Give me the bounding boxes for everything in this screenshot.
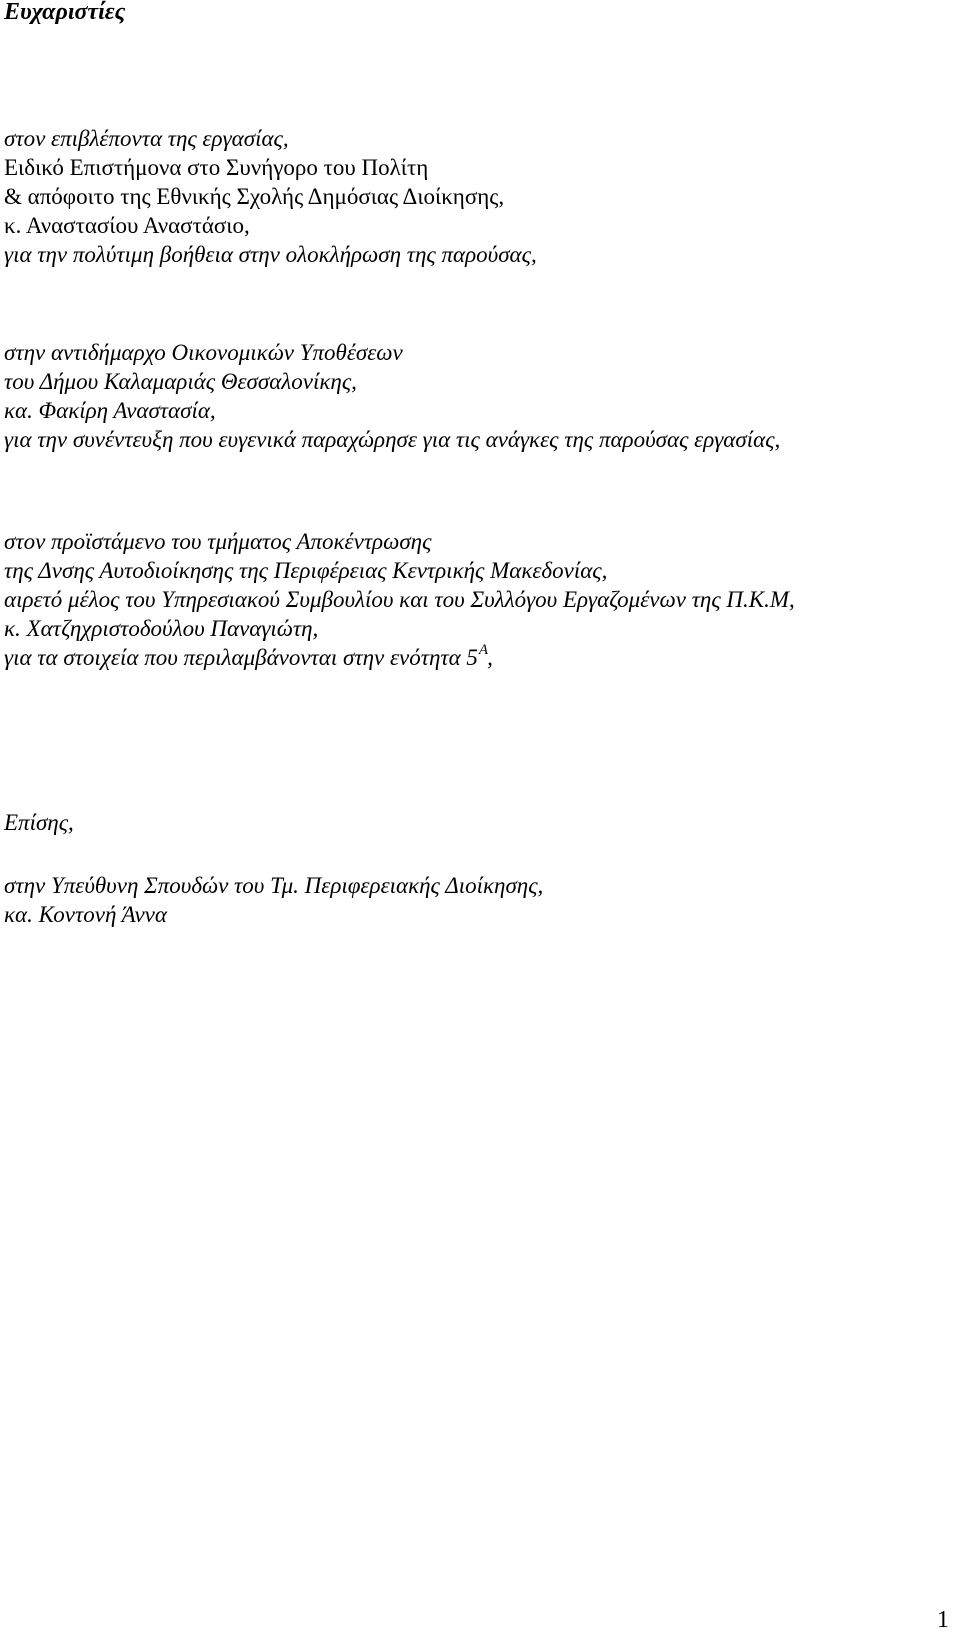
- text-line: κ. Αναστασίου Αναστάσιο,: [4, 213, 250, 238]
- acknowledgement-deputy-mayor: [4, 338, 780, 454]
- acknowledgement-studies-coordinator: [4, 871, 543, 929]
- text-line: στην Υπεύθυνη Σπουδών του Τμ. Περιφερειακής Διοίκησης,: [4, 873, 544, 898]
- text-line: & απόφοιτο της Εθνικής Σχολής Δημόσιας Διοίκησης,: [4, 184, 505, 209]
- text-line: κα. Φακίρη Αναστασία,: [4, 398, 216, 423]
- acknowledgement-supervisor: [4, 124, 537, 269]
- page-title: Ευχαριστίες: [4, 0, 126, 25]
- line-suffix: ,: [487, 645, 493, 670]
- text-line: του Δήμου Καλαμαριάς Θεσσαλονίκης,: [4, 369, 357, 394]
- text-line: Ειδικό Επιστήμονα στο Συνήγορο του Πολίτη: [4, 155, 429, 180]
- text-line: αιρετό μέλος του Υπηρεσιακού Συμβουλίου και του Συλλόγου Εργαζομένων της Π.Κ.Μ,: [4, 587, 795, 612]
- text-line: Επίσης,: [4, 810, 74, 835]
- text-line: στην αντιδήμαρχο Οικονομικών Υποθέσεων: [4, 340, 403, 365]
- also-heading: [4, 808, 74, 837]
- section-superscript: Α: [478, 642, 489, 658]
- text-line: στον επιβλέποντα της εργασίας,: [4, 126, 289, 151]
- text-line: για την συνέντευξη που ευγενικά παραχώρησε για τις ανάγκες της παρούσας εργασίας,: [4, 427, 781, 452]
- page-number: 1: [937, 1607, 949, 1633]
- text-line-with-superscript: [4, 643, 795, 672]
- acknowledgement-department-head: [4, 527, 795, 672]
- text-line: κα. Κοντονή Άννα: [4, 902, 167, 927]
- line-text: για τα στοιχεία που περιλαμβάνονται στην ενότητα 5: [4, 645, 478, 670]
- text-line: της Δνσης Αυτοδιοίκησης της Περιφέρειας Κεντρικής Μακεδονίας,: [4, 558, 608, 583]
- text-line: κ. Χατζηχριστοδούλου Παναγιώτη,: [4, 616, 319, 641]
- text-line: για την πολύτιμη βοήθεια στην ολοκλήρωση της παρούσας,: [4, 242, 537, 267]
- text-line: στον προϊστάμενο του τμήματος Αποκέντρωσης: [4, 529, 432, 554]
